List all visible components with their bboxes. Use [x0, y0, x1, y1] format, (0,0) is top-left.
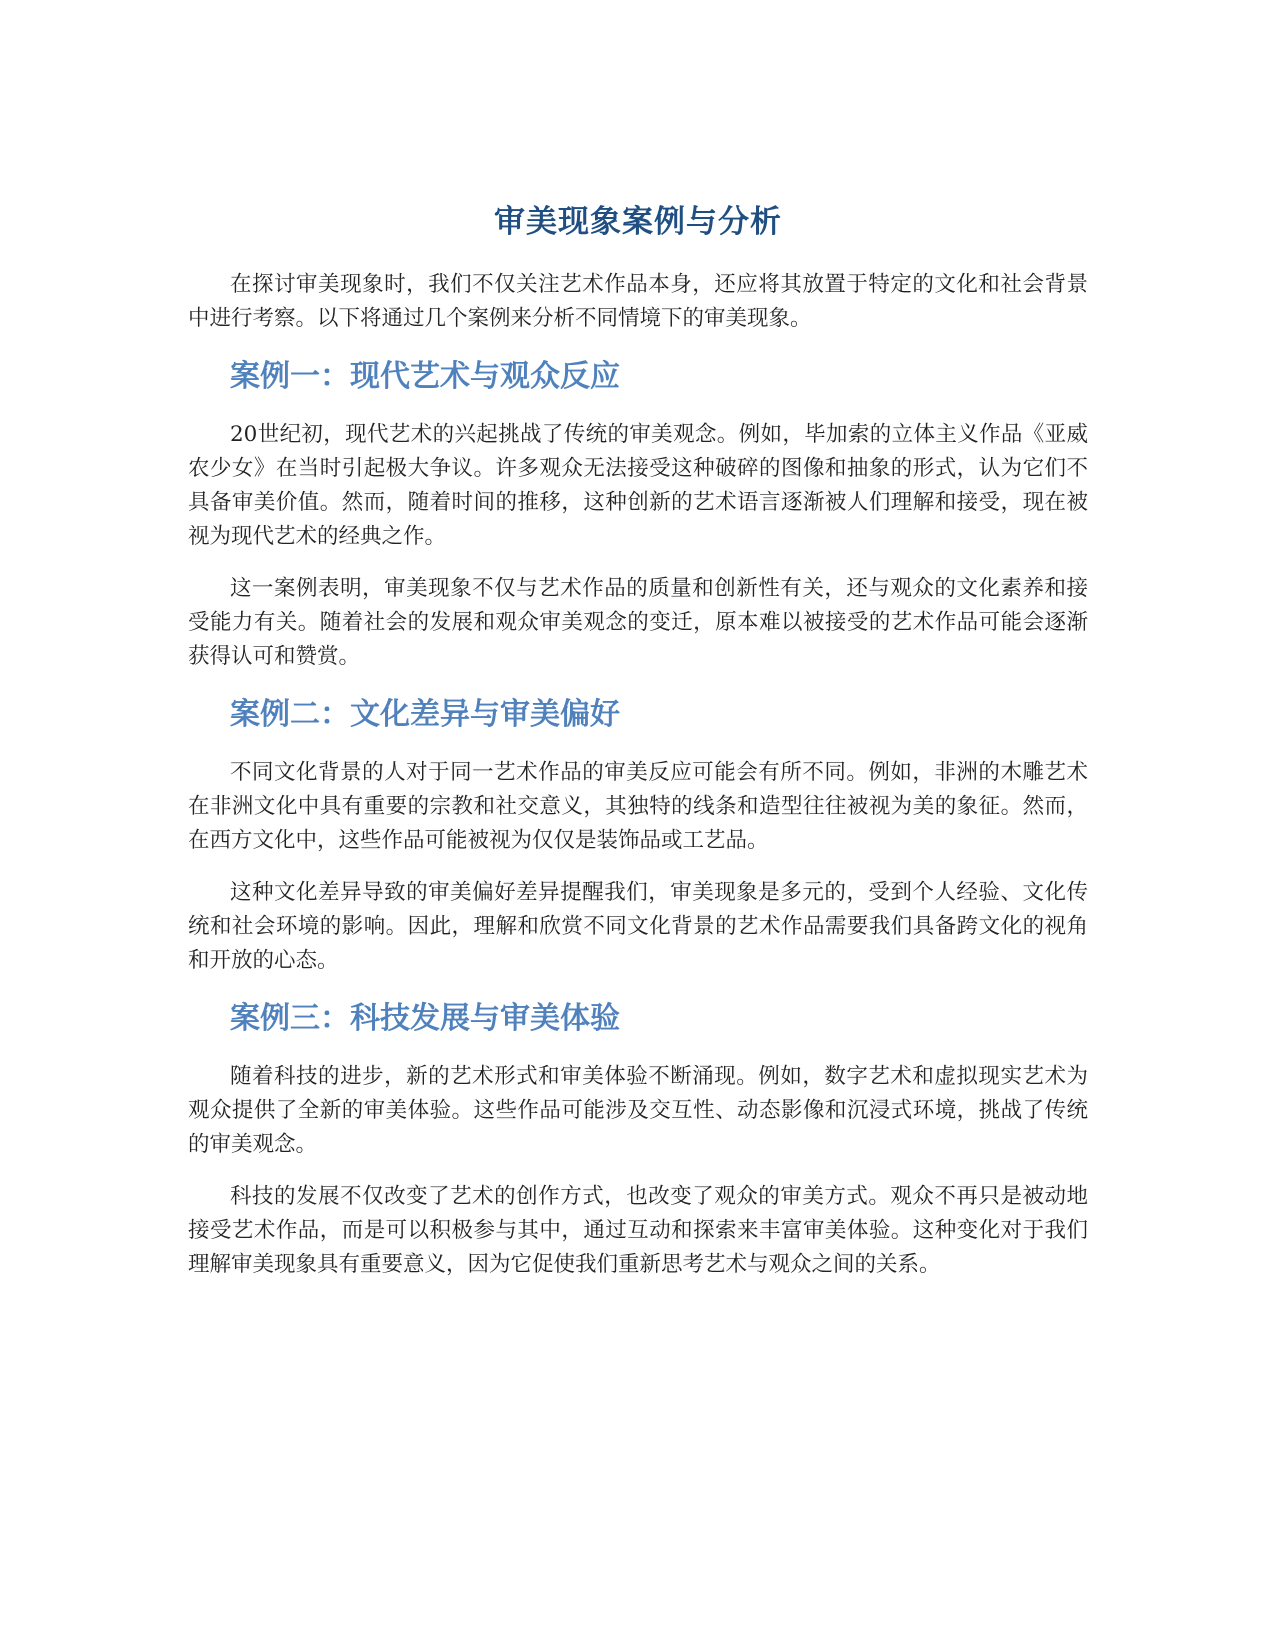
section-heading-case-3: 案例三：科技发展与审美体验 — [230, 1001, 620, 1036]
section-heading-case-2: 案例二：文化差异与审美偏好 — [230, 697, 620, 732]
intro-paragraph: 在探讨审美现象时，我们不仅关注艺术作品本身，还应将其放置于特定的文化和社会背景中进行考察。以下将通过几个案例来分析不同情境下的审美现象。 — [188, 272, 1088, 331]
document-body — [188, 196, 1088, 1300]
page-title: 审美现象案例与分析 — [494, 204, 782, 240]
case-2-paragraph-2: 这种文化差异导致的审美偏好差异提醒我们，审美现象是多元的，受到个人经验、文化传统和社会环境的影响。因此，理解和欣赏不同文化背景的艺术作品需要我们具备跨文化的视角和开放的心态。 — [188, 880, 1088, 973]
case-1-paragraph-1: 20世纪初，现代艺术的兴起挑战了传统的审美观念。例如，毕加索的立体主义作品《亚威农少女》在当时引起极大争议。许多观众无法接受这种破碎的图像和抽象的形式，认为它们不具备审美价值。然而，随着时间的推移，这种创新的艺术语言逐渐被人们理解和接受，现在被视为现代艺术的经典之作。 — [188, 422, 1088, 549]
case-3-paragraph-2: 科技的发展不仅改变了艺术的创作方式，也改变了观众的审美方式。观众不再只是被动地接受艺术作品，而是可以积极参与其中，通过互动和探索来丰富审美体验。这种变化对于我们理解审美现象具有重要意义，因为它促使我们重新思考艺术与观众之间的关系。 — [188, 1184, 1088, 1277]
case-1-paragraph-2: 这一案例表明，审美现象不仅与艺术作品的质量和创新性有关，还与观众的文化素养和接受能力有关。随着社会的发展和观众审美观念的变迁，原本难以被接受的艺术作品可能会逐渐获得认可和赞赏。 — [188, 576, 1088, 669]
case-2-paragraph-1: 不同文化背景的人对于同一艺术作品的审美反应可能会有所不同。例如，非洲的木雕艺术在非洲文化中具有重要的宗教和社交意义，其独特的线条和造型往往被视为美的象征。然而，在西方文化中，这些作品可能被视为仅仅是装饰品或工艺品。 — [188, 760, 1088, 853]
section-heading-case-1: 案例一：现代艺术与观众反应 — [230, 359, 620, 394]
case-3-paragraph-1: 随着科技的进步，新的艺术形式和审美体验不断涌现。例如，数字艺术和虚拟现实艺术为观众提供了全新的审美体验。这些作品可能涉及交互性、动态影像和沉浸式环境，挑战了传统的审美观念。 — [188, 1064, 1088, 1157]
